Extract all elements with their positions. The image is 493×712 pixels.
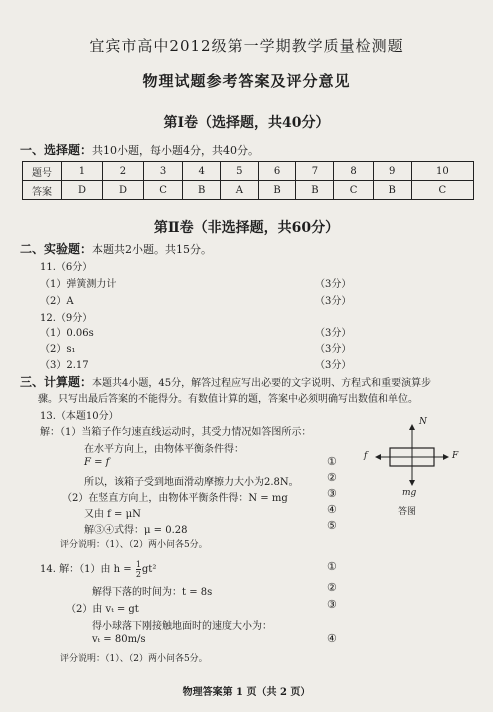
answer-table (22, 161, 474, 200)
section2-title: 二、实验题： (20, 242, 93, 256)
equation-number: ② (327, 471, 337, 484)
part2-heading: 第Ⅱ卷（非选择题，共60分） (153, 220, 340, 236)
table-header-cell: 答案 (23, 181, 62, 200)
q14-line: 解得下落的时间为：t = 8s (92, 587, 213, 598)
table-cell: D (102, 181, 143, 200)
equation-number: ⑤ (327, 519, 337, 532)
list-item: （2）s₁ (40, 344, 76, 355)
fraction (136, 560, 141, 579)
figure-caption: 答图 (398, 507, 417, 517)
equation-number: ③ (327, 487, 337, 500)
q14-line: vₜ = 80m/s (92, 634, 146, 645)
section1-desc: 共10小题，每小题4分，共40分。 (92, 144, 260, 157)
table-header-cell: 题号 (23, 162, 62, 181)
table-cell: C (143, 181, 182, 200)
equation-number: ③ (327, 598, 337, 611)
q13-line: 解③④式得：μ = 0.28 (84, 525, 188, 536)
table-cell: 8 (334, 162, 373, 181)
section1-title: 一、选择题： (20, 143, 93, 157)
q13-line: （2）在竖直方向上，由物体平衡条件得：N = mg (62, 493, 288, 504)
table-cell: C (411, 181, 473, 200)
document-subtitle: 物理试题参考答案及评分意见 (142, 72, 351, 90)
table-cell: 6 (258, 162, 296, 181)
fraction-numerator: 1 (135, 560, 141, 569)
section3-desc-2: 骤。只写出最后答案的不能得分。有数值计算的题，答案中必须明确写出数值和单位。 (38, 394, 418, 405)
force-diagram (362, 415, 472, 525)
list-item: （2）A (40, 296, 74, 307)
document-title: 宜宾市高中2012级第一学期教学质量检测题 (89, 37, 404, 55)
table-cell: B (183, 181, 221, 200)
q13-heading: 13.（本题10分） (40, 411, 119, 422)
section1-heading (20, 141, 259, 158)
table-cell: B (258, 181, 296, 200)
table-cell: 4 (183, 162, 221, 181)
list-item: 12.（9分） (40, 313, 93, 324)
table-cell: D (62, 181, 103, 200)
list-item: （1）弹簧测力计 (40, 279, 117, 290)
equation-number: ② (327, 581, 337, 594)
score-label: （3分） (315, 344, 352, 355)
answer-table-row-numbers (23, 162, 474, 181)
list-item: 11.（6分） (40, 262, 93, 273)
table-cell: 10 (411, 162, 473, 181)
q14-line: 得小球落下刚接触地面时的速度大小为： (92, 621, 272, 632)
table-cell: 2 (102, 162, 143, 181)
score-label: （3分） (315, 360, 352, 371)
equation-number: ① (327, 455, 337, 468)
part1-heading: 第Ⅰ卷（选择题，共40分） (163, 115, 330, 131)
q14-text: 14. 解：（1）由 h = (40, 564, 135, 575)
table-cell: 7 (296, 162, 334, 181)
q13-line: 解：（1）当箱子作匀速直线运动时，其受力情况如答图所示： (40, 427, 312, 438)
table-cell: 3 (143, 162, 182, 181)
q14-formula: gt² (141, 564, 157, 575)
gravity-label: mg (402, 488, 417, 498)
page-footer: 物理答案第 1 页（共 2 页） (182, 687, 311, 698)
list-item: （1）0.06s (40, 328, 94, 339)
section3-title: 三、计算题： (20, 375, 93, 389)
table-cell: 1 (62, 162, 103, 181)
q14-line: （2）由 vₜ = gt (66, 604, 139, 615)
q13-equation: F = f (84, 457, 110, 468)
table-cell: 5 (221, 162, 258, 181)
section3-heading (20, 373, 431, 390)
q14-scoring-note: 评分说明：（1）、（2）两小问各5分。 (60, 654, 208, 664)
fraction-denominator: 2 (135, 570, 141, 579)
section2-heading (20, 240, 212, 257)
table-cell: A (221, 181, 258, 200)
score-label: （3分） (315, 279, 352, 290)
q13-scoring-note: 评分说明：（1）、（2）两小问各5分。 (60, 540, 208, 550)
answer-table-row-answers (23, 181, 474, 200)
normal-force-label: N (419, 417, 427, 427)
applied-force-label: F (452, 451, 459, 461)
table-cell: B (373, 181, 411, 200)
table-cell: 9 (373, 162, 411, 181)
q14-line (40, 560, 156, 579)
equation-number: ④ (327, 503, 337, 516)
q13-line: 在水平方向上，由物体平衡条件得： (84, 444, 244, 455)
section2-desc: 本题共2小题。共15分。 (92, 243, 213, 256)
equation-number: ① (327, 560, 337, 573)
q13-line: 所以，该箱子受到地面滑动摩擦力大小为2.8N。 (84, 477, 299, 488)
section3-desc-1: 本题共4小题，45分，解答过程应写出必要的文字说明、方程式和重要演算步 (92, 378, 432, 389)
q13-line: 又由 f = μN (84, 509, 141, 520)
force-diagram-svg (362, 415, 472, 525)
score-label: （3分） (315, 296, 352, 307)
score-label: （3分） (315, 328, 352, 339)
equation-number: ④ (327, 632, 337, 645)
list-item: （3）2.17 (40, 360, 89, 371)
friction-label: f (364, 451, 368, 461)
table-cell: B (296, 181, 334, 200)
table-cell: C (334, 181, 373, 200)
